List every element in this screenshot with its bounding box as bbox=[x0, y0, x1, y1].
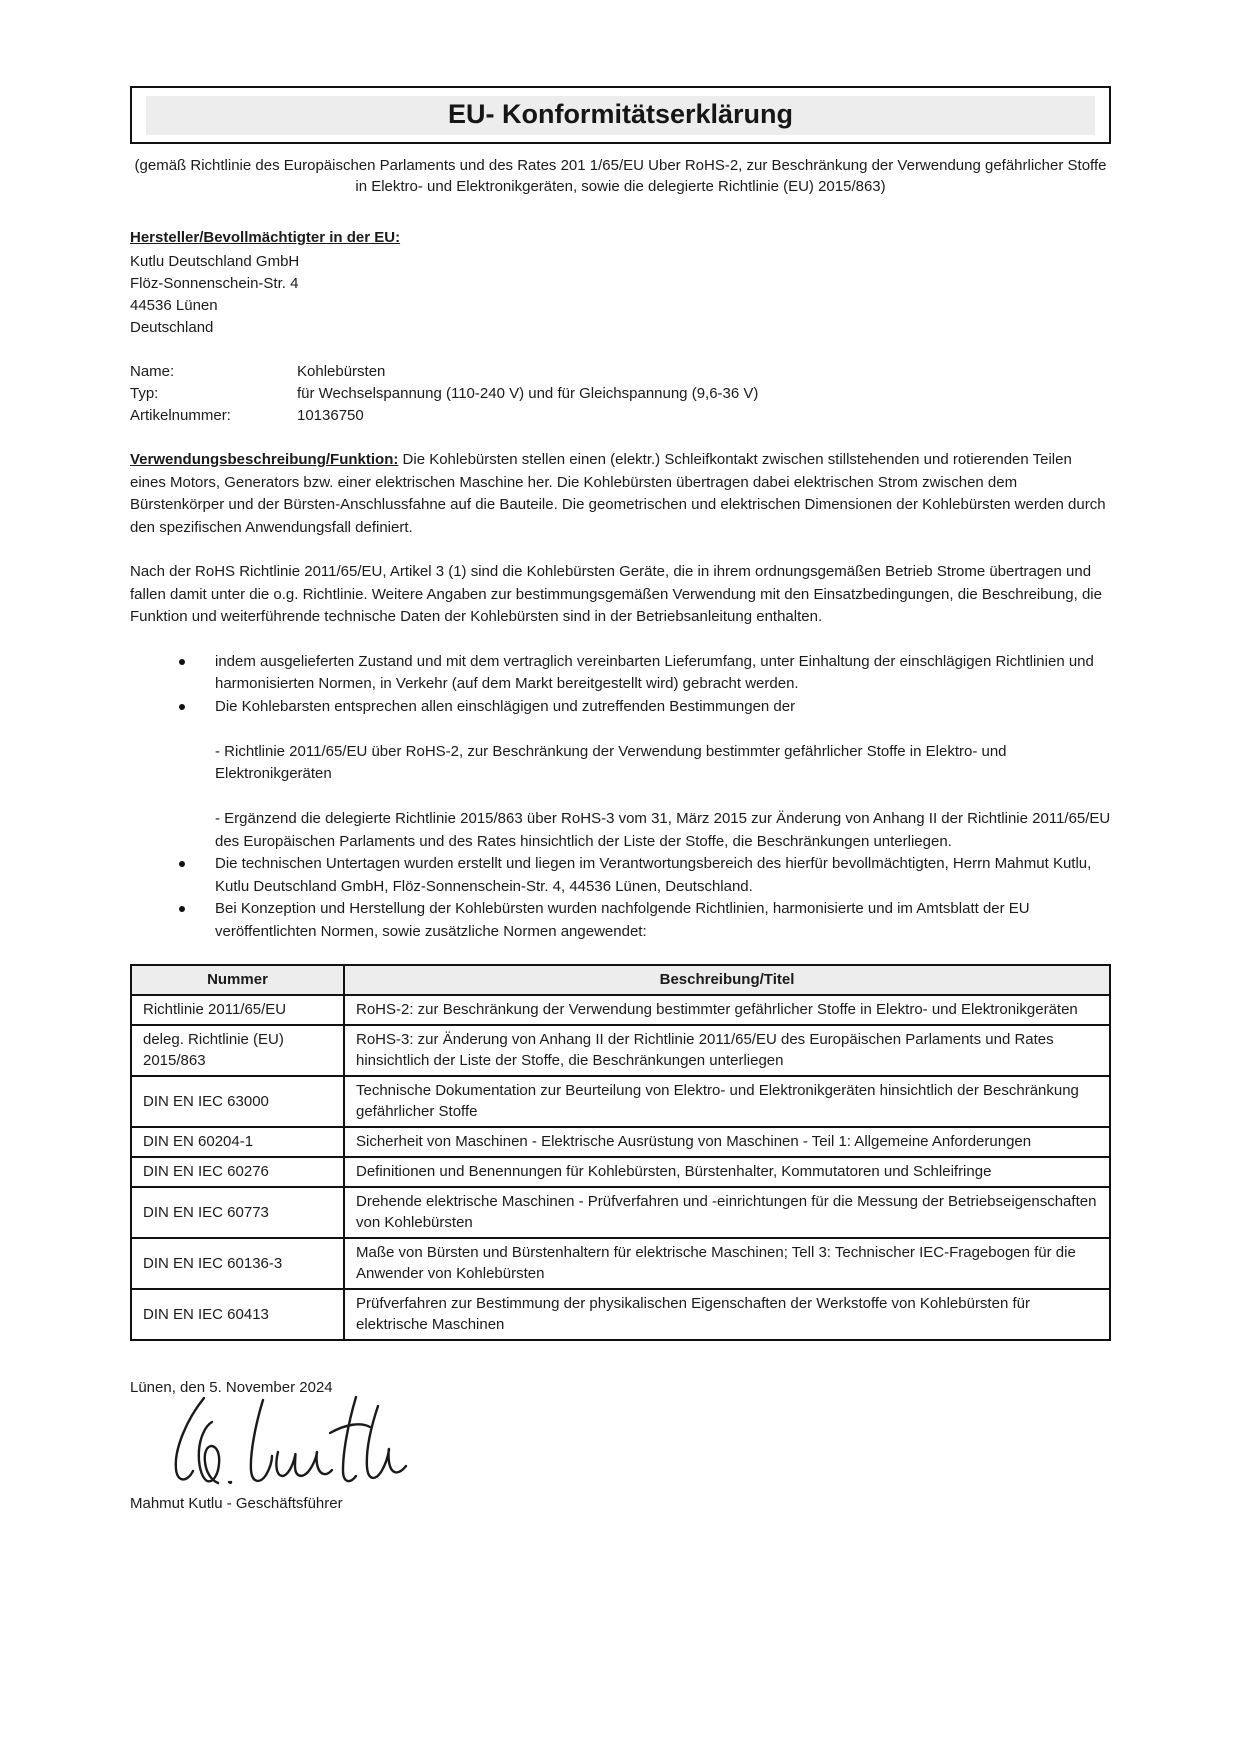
title-box bbox=[130, 86, 1111, 144]
rohs-paragraph: Nach der RoHS Richtlinie 2011/65/EU, Artikel 3 (1) sind die Kohlebürsten Geräte, die in ihrem ordnungsgemäßen Betrieb Strome übertragen und fallen damit unter die o.g. Richtlinie. Weitere Angaben zur bestimmungsgemäßen Verwendung mit den Einsatzbedingungen, die Beschreibung, die Funktion und weiterführende technische Daten der Kohlebürsten sind in der Betriebsanleitung enthalten. bbox=[130, 563, 1102, 625]
table-row bbox=[131, 1025, 1110, 1076]
norm-description: RoHS-3: zur Änderung von Anhang II der Richtlinie 2011/65/EU des Europäischen Parlaments und Rates hinsichtlich der Liste der Stoffe, die Beschränkungen unterliegen bbox=[344, 1025, 1110, 1076]
product-typ-value: für Wechselspannung (110-240 V) und für Gleichspannung (9,6-36 V) bbox=[297, 385, 759, 402]
table-row bbox=[131, 1127, 1110, 1157]
norm-description: Definitionen und Benennungen für Kohlebürsten, Bürstenhalter, Kommutatoren und Schleifringe bbox=[344, 1157, 1110, 1187]
norm-description: Prüfverfahren zur Bestimmung der physikalischen Eigenschaften der Werkstoffe von Kohlebürsten für elektrische Maschinen bbox=[344, 1289, 1110, 1340]
compliance-bullet-list bbox=[130, 651, 1111, 944]
bullet-item-delivery bbox=[130, 651, 1111, 696]
bullet-text: indem ausgelieferten Zustand und mit dem vertraglich vereinbarten Lieferumfang, unter Einhaltung der einschlägigen Richtlinien und harmonisierten Normen, in Verkehr (auf dem Markt bereitgestellt wird) gebracht werden. bbox=[215, 652, 1094, 692]
document-content bbox=[130, 86, 1111, 1515]
product-name-value: Kohlebürsten bbox=[297, 363, 386, 380]
subtitle: (gemäß Richtlinie des Europäischen Parlaments und des Rates 201 1/65/EU Uber RoHS-2, zur Beschränkung der Verwendung gefährlicher Stoffe in Elektro- und Elektronikgeräten, sowie die delegierte Richtlinie (EU) 2015/863) bbox=[134, 157, 1107, 195]
manufacturer-heading bbox=[130, 227, 1111, 249]
norm-number: DIN EN IEC 60276 bbox=[131, 1157, 344, 1187]
bullet-text: Die technischen Untertagen wurden erstellt und liegen im Verantwortungsbereich des hierfür bevollmächtigten, Herrn Mahmut Kutlu, Kutlu Deutschland GmbH, Flöz-Sonnenschein-Str. 4, 44536 Lünen, Deutschland. bbox=[215, 855, 1092, 895]
product-row-name bbox=[130, 361, 1111, 383]
norm-number: DIN EN IEC 63000 bbox=[131, 1076, 344, 1127]
norm-number: DIN EN IEC 60773 bbox=[131, 1187, 344, 1238]
manufacturer-city: 44536 Lünen bbox=[130, 297, 218, 314]
manufacturer-street: Flöz-Sonnenschein-Str. 4 bbox=[130, 275, 299, 292]
manufacturer-heading-text: Hersteller/Bevollmächtigter in der EU: bbox=[130, 229, 401, 246]
usage-paragraph bbox=[130, 449, 1111, 539]
place-date: Lünen, den 5. November 2024 bbox=[130, 1379, 333, 1396]
bullet-subitem-rohs2: - Richtlinie 2011/65/EU über RoHS-2, zur Beschränkung der Verwendung bestimmter gefährlicher Stoffe in Elektro- und Elektronikgeräten bbox=[215, 742, 1007, 782]
product-artikelnummer-value: 10136750 bbox=[297, 407, 364, 424]
table-row bbox=[131, 1157, 1110, 1187]
norm-number: deleg. Richtlinie (EU) 2015/863 bbox=[131, 1025, 344, 1076]
manufacturer-country: Deutschland bbox=[130, 319, 214, 336]
bullet-item-norms bbox=[130, 898, 1111, 943]
table-row bbox=[131, 1076, 1110, 1127]
usage-text: Die Kohlebürsten stellen einen (elektr.) Schleifkontakt zwischen stillstehenden und rotierenden Teilen eines Motors, Generators bzw. einer elektrischen Maschine her. Die Kohlebürsten übertragen dabei elektrischen Strom zwischen dem Bürstenkörper und der Bürsten-Anschlussfahne auf die Bauteile. Die geometrischen und elektrischen Dimensionen der Kohlebürsten werden durch den spezifischen Anwendungsfall definiert. bbox=[130, 451, 1106, 536]
norm-description: Technische Dokumentation zur Beurteilung von Elektro- und Elektronikgeräten hinsichtlich der Beschränkung gefährlicher Stoffe bbox=[344, 1076, 1110, 1127]
norm-number: Richtlinie 2011/65/EU bbox=[131, 995, 344, 1025]
manufacturer-name: Kutlu Deutschland GmbH bbox=[130, 253, 300, 270]
page-title: EU- Konformitätserklärung bbox=[447, 99, 794, 129]
norms-table bbox=[130, 964, 1111, 1341]
product-artikelnummer-label: Artikelnummer: bbox=[130, 407, 231, 424]
product-name-label: Name: bbox=[130, 363, 175, 380]
norm-number: DIN EN IEC 60136-3 bbox=[131, 1238, 344, 1289]
bullet-text: Die Kohlebarsten entsprechen allen einschlägigen und zutreffenden Bestimmungen der bbox=[215, 697, 796, 715]
table-row bbox=[131, 995, 1110, 1025]
product-info bbox=[130, 361, 1111, 427]
usage-heading: Verwendungsbeschreibung/Funktion: bbox=[130, 451, 399, 468]
product-row-artikelnummer bbox=[130, 405, 1111, 427]
norm-description: Drehende elektrische Maschinen - Prüfverfahren und -einrichtungen für die Messung der Betriebseigenschaften von Kohlebürsten bbox=[344, 1187, 1110, 1238]
signatory-name: Mahmut Kutlu - Geschäftsführer bbox=[130, 1495, 343, 1512]
table-row bbox=[131, 1289, 1110, 1340]
table-header-beschreibung: Beschreibung/Titel bbox=[344, 965, 1110, 995]
bullet-item-provisions bbox=[130, 696, 1111, 854]
manufacturer-section bbox=[130, 227, 1111, 339]
norm-description: RoHS-2: zur Beschränkung der Verwendung bestimmter gefährlicher Stoffe in Elektro- und Elektronikgeräten bbox=[344, 995, 1110, 1025]
norm-description: Maße von Bürsten und Bürstenhaltern für elektrische Maschinen; Tell 3: Technischer IEC-Fragebogen für die Anwender von Kohlebürsten bbox=[344, 1238, 1110, 1289]
product-typ-label: Typ: bbox=[130, 385, 159, 402]
signature-image bbox=[160, 1393, 422, 1491]
table-header-row bbox=[131, 965, 1110, 995]
bullet-subitem-rohs3: - Ergänzend die delegierte Richtlinie 2015/863 über RoHS-3 vom 31, März 2015 zur Änderung von Anhang II der Richtlinie 2011/65/EU des Europäischen Parlaments und des Rates hinsichtlich der Liste der Stoffe, die Beschränkungen unterliegen. bbox=[215, 810, 1111, 850]
bullet-item-documentation bbox=[130, 853, 1111, 898]
title-strip bbox=[146, 96, 1095, 135]
table-row bbox=[131, 1238, 1110, 1289]
norm-description: Sicherheit von Maschinen - Elektrische Ausrüstung von Maschinen - Teil 1: Allgemeine Anforderungen bbox=[344, 1127, 1110, 1157]
table-row bbox=[131, 1187, 1110, 1238]
product-row-typ bbox=[130, 383, 1111, 405]
bullet-text: Bei Konzeption und Herstellung der Kohlebürsten wurden nachfolgende Richtlinien, harmonisierte und im Amtsblatt der EU veröffentlichten Normen, sowie zusätzliche Normen angewendet: bbox=[215, 900, 1030, 940]
norm-number: DIN EN 60204-1 bbox=[131, 1127, 344, 1157]
norm-number: DIN EN IEC 60413 bbox=[131, 1289, 344, 1340]
table-header-nummer: Nummer bbox=[131, 965, 344, 995]
